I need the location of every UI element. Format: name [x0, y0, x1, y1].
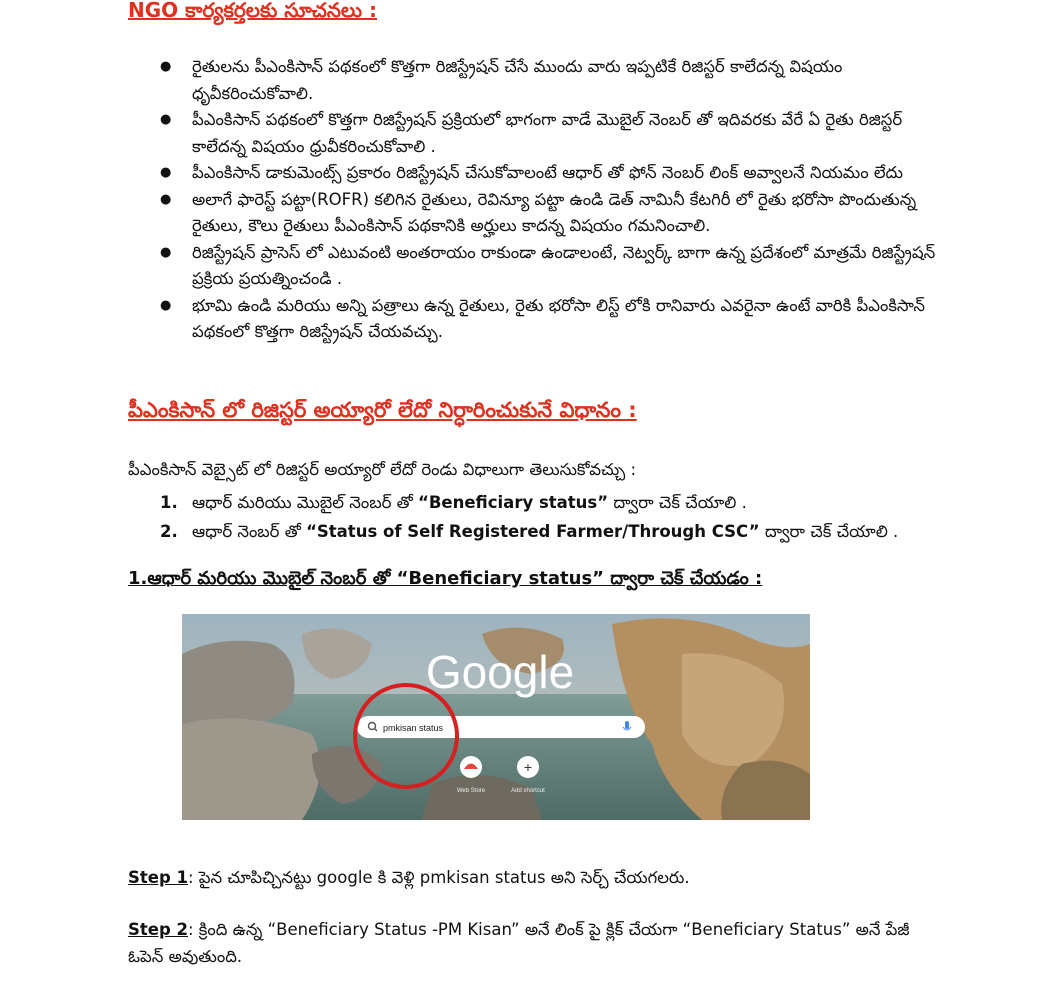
step-2-label: Step 2 [128, 920, 188, 939]
intro-text: పీఎంకిసాన్ వెబ్సైట్ లో రిజిస్టర్ అయ్యారో లేదో రెండు విధాలుగా తెలుసుకోవచ్చు : [128, 460, 636, 479]
method-text: ఆధార్ నెంబర్ తో [192, 522, 307, 541]
step-1-label: Step 1 [128, 868, 188, 887]
method-number: 2. [160, 522, 178, 541]
methods-list [160, 488, 898, 546]
google-logo: Google [425, 646, 575, 698]
step-2 [128, 916, 948, 970]
method-number: 1. [160, 493, 178, 512]
add-shortcut-label[interactable]: Add shortcut [511, 788, 545, 794]
list-item: ● పీఎంకిసాన్ పథకంలో కొత్తగా రిజిస్ట్రేషన్ ప్రక్రియలో భాగంగా వాడే మొబైల్ నెంబర్ తో ఇదివరకు వేరే ఏ రైతు రిజిస్టర్ కాలేదన్న విషయం ధ్రువీకరించుకోవాలి . [160, 107, 950, 160]
search-input[interactable]: pmkisan status [383, 723, 444, 733]
method-bold-text: “Beneficiary status” [417, 493, 609, 512]
method-item [160, 517, 898, 546]
step-1 [128, 864, 948, 891]
list-item: ● భూమి ఉండి మరియు అన్ని పత్రాలు ఉన్న రైతులు, రైతు భరోసా లిస్ట్ లోకి రానివారు ఎవరైనా ఉంటే వారికి పీఎంకిసాన్ పథకంలో కొత్తగా రిజిస్ట్రేషన్ చేయవచ్చు. [160, 293, 950, 346]
ngo-instructions-heading: NGO కార్యకర్తలకు సూచనలు : [128, 0, 377, 22]
microphone-icon[interactable] [625, 721, 629, 729]
plus-icon: + [523, 759, 533, 775]
screenshot-image [182, 614, 810, 820]
list-item: ● పీఎంకిసాన్ డాకుమెంట్స్ ప్రకారం రిజిస్ట్రేషన్ చేసుకోవాలంటే ఆధార్ తో ఫోన్ నెంబర్ లింక్ అవ్వాలనే నియమం లేదు [160, 160, 950, 187]
web-store-label[interactable]: Web Store [456, 788, 486, 794]
instructions-list [160, 54, 950, 346]
method-text-tail: ద్వారా చెక్ చేయాలి . [759, 522, 899, 541]
search-box[interactable] [357, 716, 645, 738]
list-item: ● రిజిస్ట్రేషన్ ప్రాసెస్ లో ఎటువంటి అంతరాయం రాకుండా ఉండాలంటే, నెట్వర్క్ బాగా ఉన్న ప్రదేశంలో మాత్రమే రిజిస్ట్రేషన్ ప్రక్రియ ప్రయత్నించండి . [160, 240, 950, 293]
google-homepage-screenshot [182, 614, 810, 820]
list-item: ● అలాగే ఫారెస్ట్ పట్టా(ROFR) కలిగిన రైతులు, రెవిన్యూ పట్టా ఉండి డెత్ నామినీ కేటగిరీ లో రైతు భరోసా పొందుతున్న రైతులు, కౌలు రైతులు పీఎంకిసాన్ పథకానికి అర్హులు కాదన్న విషయం గమనించాలి. [160, 187, 950, 240]
step-2-text: : క్రింది ఉన్న “Beneficiary Status -PM Kisan” అనే లింక్ పై క్లిక్ చేయగా “Beneficiary Status” అనే పేజీ ఓపెన్ అవుతుంది. [128, 920, 910, 966]
method-bold-text: “Status of Self Registered Farmer/Through CSC” [306, 522, 760, 541]
method-text: ఆధార్ మరియు మొబైల్ నెంబర్ తో [192, 493, 418, 512]
check-registration-heading: పీఎంకిసాన్ లో రిజిస్టర్ అయ్యారో లేదో నిర్ధారించుకునే విధానం : [128, 398, 637, 422]
beneficiary-status-heading: 1.ఆధార్ మరియు మొబైల్ నెంబర్ తో “Beneficiary status” ద్వారా చెక్ చేయడం : [128, 568, 763, 589]
method-item [160, 488, 898, 517]
list-item: ● రైతులను పీఎంకిసాన్ పథకంలో కొత్తగా రిజిస్ట్రేషన్ చేసే ముందు వారు ఇప్పటికే రిజిస్టర్ కాలేదన్న విషయం ధృవీకరించుకోవాలి. [160, 54, 950, 107]
method-text-tail: ద్వారా చెక్ చేయాలి . [608, 493, 747, 512]
step-1-text: : పైన చూపిచ్చినట్టు google కి వెళ్లి pmkisan status అని సెర్చ్ చేయగలరు. [188, 868, 690, 887]
